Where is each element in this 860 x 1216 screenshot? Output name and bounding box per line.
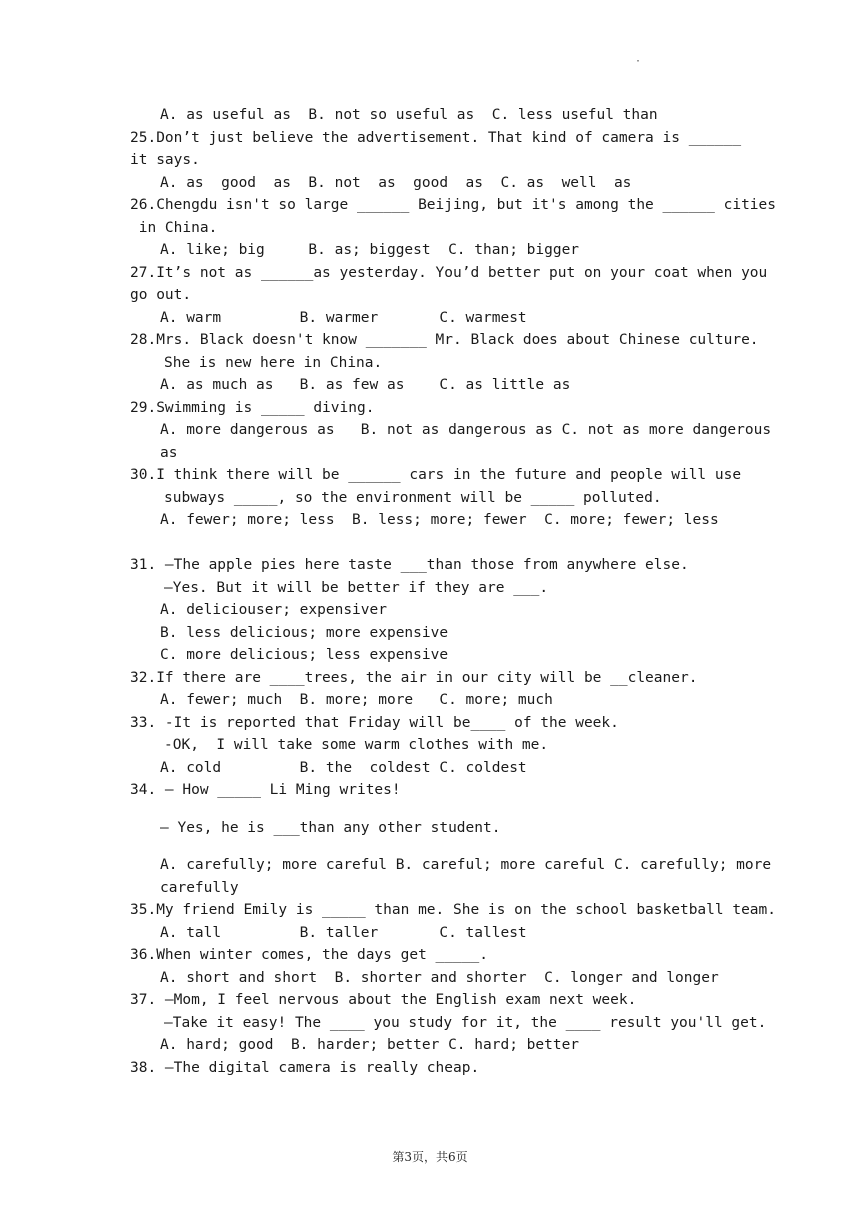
question-33: 33. -It is reported that Friday will be____ of the week. <box>130 714 619 731</box>
question-30-cont: subways _____, so the environment will be _____ polluted. <box>164 489 662 506</box>
option-31-a: A. deliciouser; expensiver <box>160 602 387 618</box>
question-30: 30.I think there will be ______ cars in the future and people will use <box>130 467 742 483</box>
options-36: A. short and short B. shorter and shorter C. longer and longer <box>160 969 719 986</box>
blank-gap <box>130 802 730 817</box>
options-29: A. more dangerous as B. not as dangerous as C. not as more dangerous <box>160 422 772 438</box>
options-28: A. as much as B. as few as C. as little as <box>160 377 571 393</box>
question-27-cont: go out. <box>130 287 192 303</box>
question-28-cont: She is new here in China. <box>164 354 383 371</box>
question-37: 37. —Mom, I feel nervous about the English exam next week. <box>130 992 637 1008</box>
options-32: A. fewer; much B. more; more C. more; much <box>160 692 553 708</box>
options-35: A. tall B. taller C. tallest <box>160 924 527 941</box>
question-25-cont: it says. <box>130 152 200 168</box>
question-25: 25.Don’t just believe the advertisement. That kind of camera is ______ <box>130 129 742 146</box>
question-36: 36.When winter comes, the days get _____. <box>130 947 488 963</box>
question-34-reply: — Yes, he is ___than any other student. <box>160 819 501 836</box>
question-31: 31. —The apple pies here taste ___than those from anywhere else. <box>130 557 689 573</box>
option-31-c: C. more delicious; less expensive <box>160 647 449 663</box>
options-34: A. carefully; more careful B. careful; more careful C. carefully; more <box>160 857 772 873</box>
options-25: A. as good as B. not as good as C. as well as <box>160 174 632 191</box>
question-32: 32.If there are ____trees, the air in our city will be __cleaner. <box>130 669 698 686</box>
options-34-cont: carefully <box>160 879 239 896</box>
options-37: A. hard; good B. harder; better C. hard; better <box>160 1037 580 1053</box>
question-35: 35.My friend Emily is _____ than me. She is on the school basketball team. <box>130 902 777 918</box>
option-31-b: B. less delicious; more expensive <box>160 624 449 641</box>
question-38: 38. —The digital camera is really cheap. <box>130 1059 480 1076</box>
question-33-reply: -OK, I will take some warm clothes with me. <box>164 737 549 753</box>
question-26-cont: in China. <box>130 219 218 236</box>
options-27: A. warm B. warmer C. warmest <box>160 309 527 326</box>
question-29: 29.Swimming is _____ diving. <box>130 399 375 416</box>
question-28: 28.Mrs. Black doesn't know _______ Mr. Black does about Chinese culture. <box>130 332 759 348</box>
options-24: A. as useful as B. not so useful as C. less useful than <box>160 107 658 123</box>
question-34: 34. — How _____ Li Ming writes! <box>130 782 401 798</box>
page-number-footer: 第3页，共6页 <box>392 1150 468 1164</box>
blank-gap <box>130 839 730 854</box>
question-37-reply: —Take it easy! The ____ you study for it, the ____ result you'll get. <box>164 1014 767 1031</box>
question-27: 27.It’s not as ______as yesterday. You’d better put on your coat when you <box>130 264 768 281</box>
options-26: A. like; big B. as; biggest C. than; bigger <box>160 242 580 258</box>
question-26: 26.Chengdu isn't so large ______ Beijing, but it's among the ______ cities <box>130 197 777 213</box>
blank-gap <box>130 532 730 555</box>
question-list <box>130 104 777 1079</box>
options-30: A. fewer; more; less B. less; more; fewer C. more; fewer; less <box>160 512 719 528</box>
question-31-reply: —Yes. But it will be better if they are ___. <box>164 579 549 596</box>
options-33: A. cold B. the coldest C. coldest <box>160 759 527 776</box>
header-mark: · <box>635 56 642 67</box>
options-29-cont: as <box>160 444 178 461</box>
